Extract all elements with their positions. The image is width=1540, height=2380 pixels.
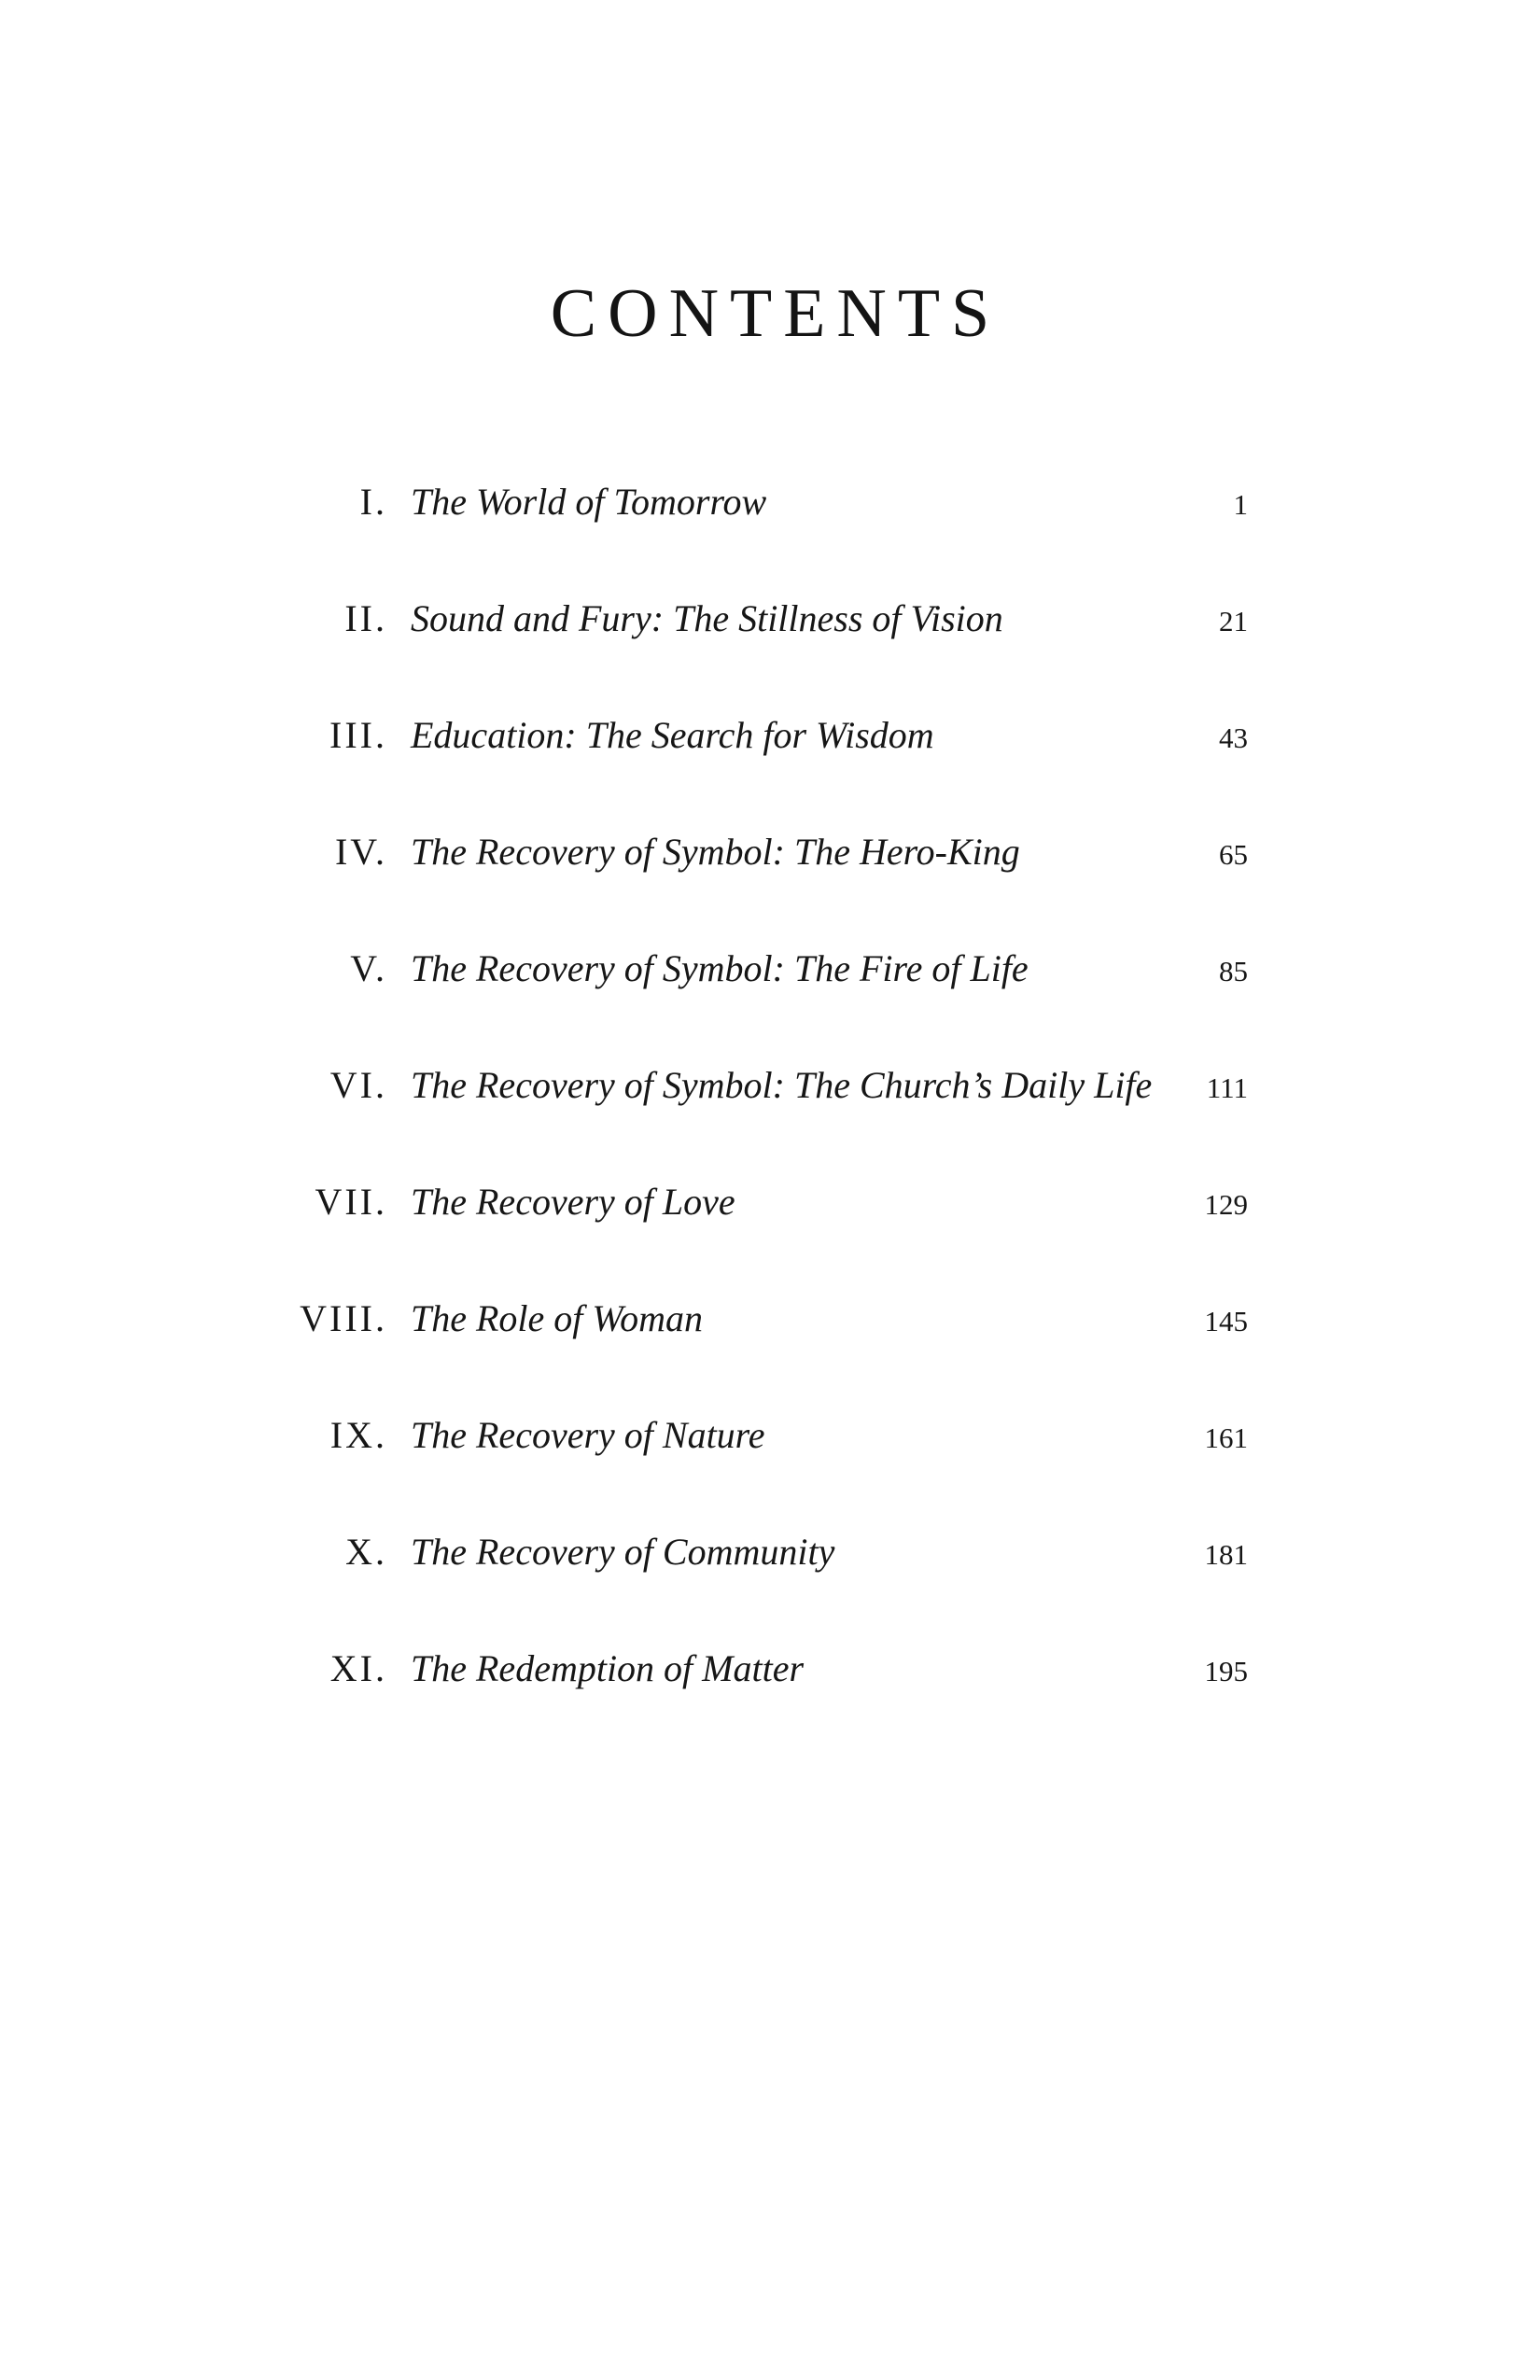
toc-entry-numeral: VI.: [329, 1064, 387, 1106]
toc-entry: [261, 436, 1248, 553]
toc-entry-page-number: 43: [1219, 721, 1248, 754]
toc-entry: [261, 1486, 1248, 1603]
toc-entry-page-number: 145: [1204, 1305, 1248, 1337]
toc-entry-numeral: X.: [345, 1531, 387, 1573]
toc-entry-numeral: II.: [344, 597, 387, 639]
toc-entry: [261, 1603, 1248, 1719]
toc-entry-title: The Recovery of Nature: [411, 1414, 765, 1456]
toc-entry-numeral: VIII.: [300, 1297, 387, 1339]
toc-entry-page-number: 111: [1206, 1071, 1248, 1104]
toc-entry-title: The Recovery of Symbol: The Hero-King: [411, 831, 1020, 873]
toc-entry: [261, 903, 1248, 1019]
toc-entry-page-number: 65: [1219, 838, 1248, 871]
toc-entry: [261, 1253, 1248, 1369]
toc-entry: [261, 786, 1248, 903]
toc-entry-title: Education: The Search for Wisdom: [411, 714, 934, 756]
toc-entry-page-number: 181: [1204, 1538, 1248, 1571]
toc-entry-title: The Recovery of Community: [411, 1531, 835, 1573]
toc-entry: [261, 553, 1248, 669]
toc-entry-title: The Recovery of Symbol: The Fire of Life: [411, 947, 1029, 989]
page-title: CONTENTS: [550, 275, 1001, 352]
toc-entry-page-number: 129: [1204, 1188, 1248, 1221]
toc-entry: [261, 1369, 1248, 1486]
table-of-contents: [261, 436, 1248, 1719]
toc-entry-numeral: VII.: [315, 1181, 387, 1223]
toc-entry-numeral: V.: [350, 947, 387, 989]
toc-entry-title: The Recovery of Symbol: The Church’s Daily Life: [411, 1064, 1153, 1106]
toc-entry: [261, 1136, 1248, 1253]
toc-entry-page-number: 21: [1219, 605, 1248, 637]
toc-entry-title: The Recovery of Love: [411, 1181, 735, 1223]
toc-entry: [261, 669, 1248, 786]
toc-entry-page-number: 161: [1204, 1421, 1248, 1454]
toc-entry-numeral: XI.: [329, 1647, 387, 1689]
toc-entry-title: The Redemption of Matter: [411, 1647, 805, 1689]
toc-entry: [261, 1019, 1248, 1136]
toc-entry-numeral: IV.: [334, 831, 387, 873]
toc-entry-title: Sound and Fury: The Stillness of Vision: [411, 597, 1003, 639]
toc-entry-numeral: I.: [359, 481, 387, 523]
toc-entry-title: The Role of Woman: [411, 1297, 703, 1339]
toc-entry-page-number: 1: [1233, 488, 1248, 521]
toc-entry-page-number: 85: [1219, 955, 1248, 987]
toc-entry-title: The World of Tomorrow: [411, 481, 767, 523]
toc-entry-page-number: 195: [1204, 1655, 1248, 1687]
toc-entry-numeral: III.: [329, 714, 387, 756]
toc-entry-numeral: IX.: [329, 1414, 387, 1456]
